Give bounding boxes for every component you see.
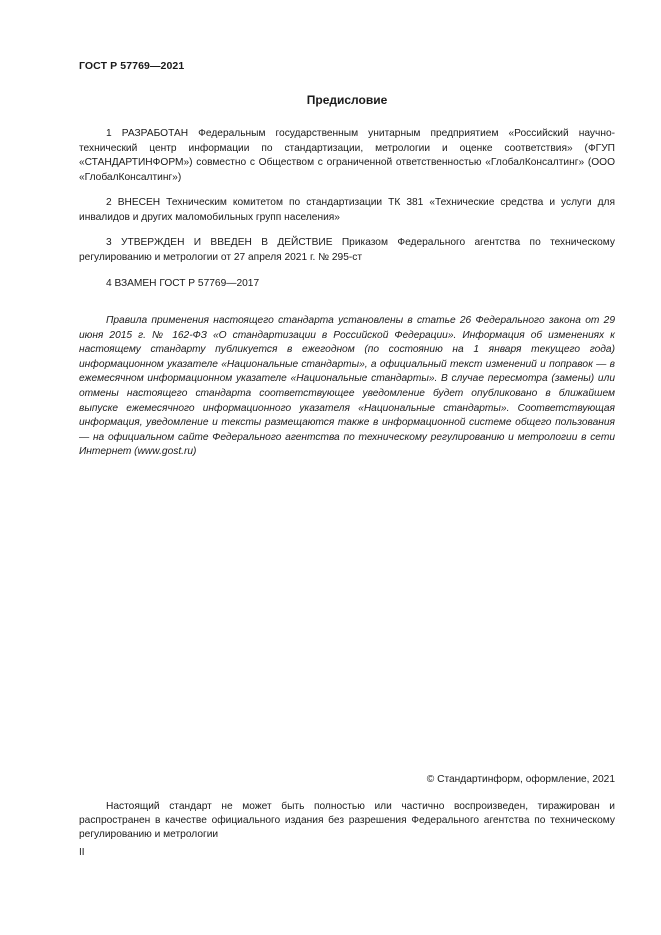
foreword-paragraph-replaces: 4 ВЗАМЕН ГОСТ Р 57769—2017	[106, 278, 260, 289]
foreword-paragraph-introduced: 2 ВНЕСЕН Техническим комитетом по стандартизации ТК 381 «Технические средства и услуги для инвалидов и других маломобильных групп населения»	[79, 197, 615, 223]
foreword-paragraph-approved: 3 УТВЕРЖДЕН И ВВЕДЕН В ДЕЙСТВИЕ Приказом Федерального агентства по техническому регулированию и метрологии от 27 апреля 2021 г. № 295-ст	[79, 237, 615, 263]
page-title: Предисловие	[306, 93, 388, 107]
application-rules-notice: Правила применения настоящего стандарта установлены в статье 26 Федерального закона от 29 июня 2015 г. № 162-ФЗ «О стандартизации в Российской Федерации». Информация об изменениях к настоящему стандарту публикуется в ежегодном (по состоянию на 1 января текущего года) информационном указателе «Национальные стандарты», а официальный текст изменений и поправок — в ежемесячном информационном указателе «Национальные стандарты». В случае пересмотра (замены) или отмены настоящего стандарта соответствующее уведомление будет опубликовано в ближайшем выпуске ежемесячного информационного указателя «Национальные стандарты». Соответствующая информация, уведомление и тексты размещаются также в информационной системе общего пользования — на официальном сайте Федерального агентства по техническому регулированию и метрологии в сети Интернет (www.gost.ru)	[79, 315, 615, 458]
document-code: ГОСТ Р 57769—2021	[79, 60, 185, 72]
copyright-line: © Стандартинформ, оформление, 2021	[426, 774, 615, 785]
reproduction-restriction-note: Настоящий стандарт не может быть полностью или частично воспроизведен, тиражирован и распространен в качестве официального издания без разрешения Федерального агентства по техническому регулированию и метрологии	[79, 801, 615, 840]
page-number: II	[79, 847, 85, 858]
foreword-paragraph-developed: 1 РАЗРАБОТАН Федеральным государственным унитарным предприятием «Российский научно-технический центр информации по стандартизации, метрологии и оценке соответствия» (ФГУП «СТАНДАРТИНФОРМ») совместно с Обществом с ограниченной ответственностью «ГлобалКонсалтинг» (ООО «ГлобалКонсалтинг»)	[79, 128, 615, 183]
